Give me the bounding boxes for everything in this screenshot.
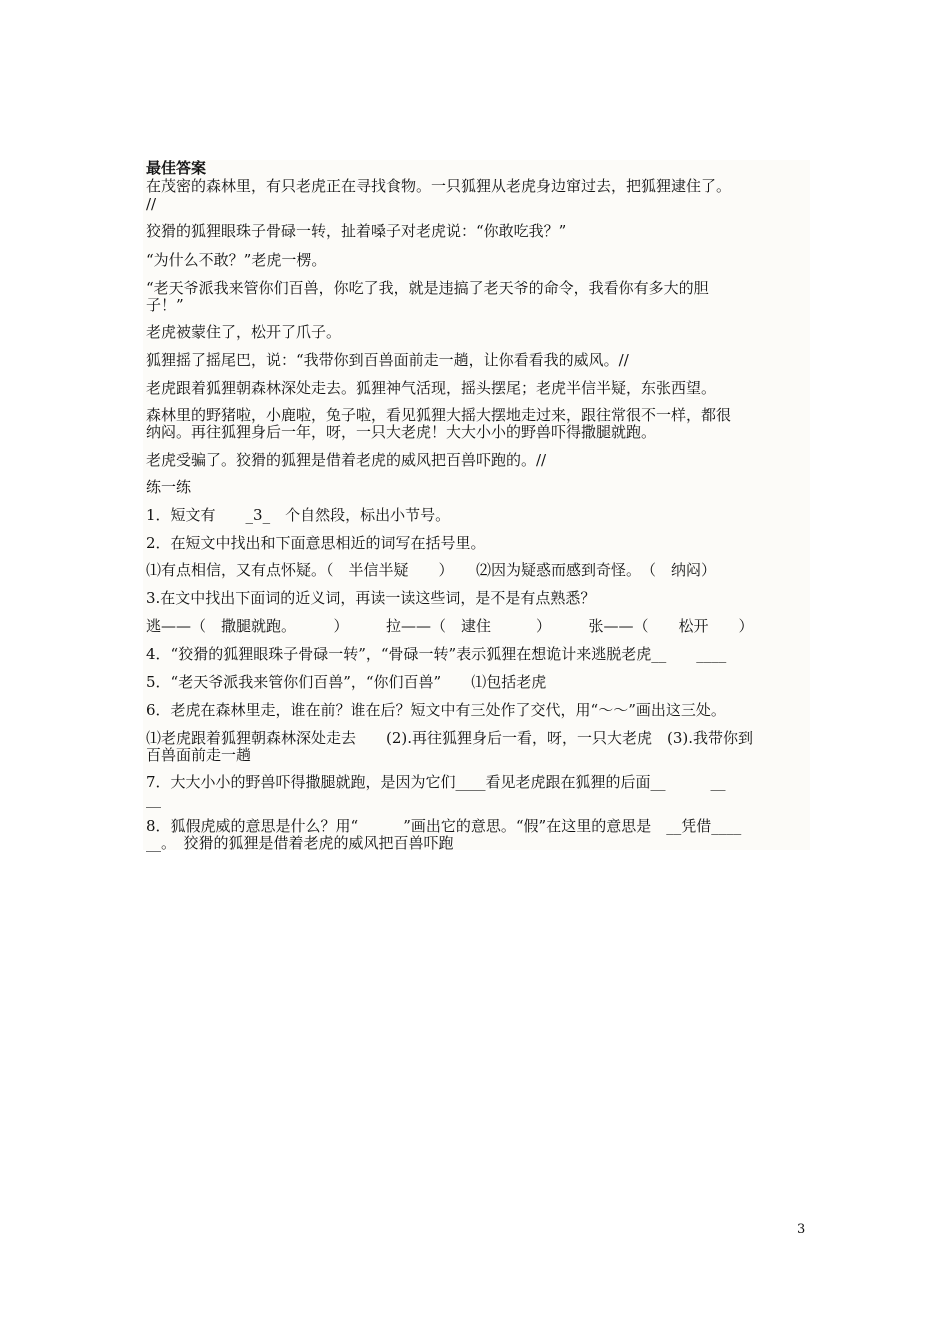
question-line: 5．“老天爷派我来管你们百兽”，“你们百兽” ⑴包括老虎 xyxy=(146,674,547,691)
answer-line: 逃——（ 撒腿就跑。 ） 拉——（ 逮住 ） 张——（ 松开 ） xyxy=(146,618,754,635)
section-title: 练一练 xyxy=(146,479,192,496)
question-line: 3.在文中找出下面词的近义词，再读一读这些词，是不是有点熟悉？ xyxy=(146,590,596,607)
text-line: 老虎受骗了。狡猾的狐狸是借着老虎的威风把百兽吓跑的。// xyxy=(146,452,547,469)
text-line: “为什么不敢？”老虎一楞。 xyxy=(146,252,327,269)
answer-line: ⑴老虎跟着狐狸朝森林深处走去 (2).再往狐狸身后一看，呀，一只大老虎 (3).我带你到 xyxy=(146,730,754,747)
question-line: 8．狐假虎威的意思是什么？用“ ”画出它的意思。“假”在这里的意思是 __凭借____ xyxy=(146,818,742,835)
question-line: __ xyxy=(146,791,161,808)
page-number: 3 xyxy=(797,1222,806,1237)
text-line: 狐狸摇了摇尾巴，说：“我带你到百兽面前走一趟，让你看看我的威风。// xyxy=(146,352,629,369)
document-heading: 最佳答案 xyxy=(146,160,207,177)
text-line: 森林里的野猪啦，小鹿啦，兔子啦，看见狐狸大摇大摆地走过来，跟往常很不一样，都很 xyxy=(146,407,732,424)
text-line: 子！” xyxy=(146,297,184,314)
text-line: 在茂密的森林里，有只老虎正在寻找食物。一只狐狸从老虎身边窜过去，把狐狸逮住了。 xyxy=(146,178,732,195)
document-content xyxy=(143,160,810,850)
text-line: 纳闷。再往狐狸身后一年，呀，一只大老虎！大大小小的野兽吓得撒腿就跑。 xyxy=(146,424,657,441)
text-line: 老虎被蒙住了，松开了爪子。 xyxy=(146,324,342,341)
answer-line: ⑴有点相信，又有点怀疑。（ 半信半疑 ） ⑵因为疑惑而感到奇怪。 （ 纳闷） xyxy=(146,562,717,579)
question-line: 1．短文有 _3_ 个自然段，标出小节号。 xyxy=(146,507,451,524)
question-line: 7．大大小小的野兽吓得撒腿就跑，是因为它们____看见老虎跟在狐狸的后面__ __ xyxy=(146,774,726,791)
text-line: // xyxy=(146,196,157,213)
text-line: “老天爷派我来管你们百兽，你吃了我，就是违搞了老天爷的命令，我看你有多大的胆 xyxy=(146,280,709,297)
text-line: 老虎跟着狐狸朝森林深处走去。狐狸神气活现，摇头摆尾；老虎半信半疑，东张西望。 xyxy=(146,380,717,397)
question-line: 2．在短文中找出和下面意思相近的词写在括号里。 xyxy=(146,535,486,552)
answer-line: 百兽面前走一趟 xyxy=(146,747,252,764)
question-line: 4．“狡猾的狐狸眼珠子骨碌一转”，“骨碌一转”表示狐狸在想诡计来逃脱老虎__ ____ xyxy=(146,646,727,663)
answer-line: __。 狡猾的狐狸是借着老虎的威风把百兽吓跑 xyxy=(146,835,454,852)
question-line: 6．老虎在森林里走，谁在前？谁在后？短文中有三处作了交代，用“～～”画出这三处。 xyxy=(146,702,726,719)
text-line: 狡猾的狐狸眼珠子骨碌一转，扯着嗓子对老虎说：“你敢吃我？” xyxy=(146,223,567,240)
